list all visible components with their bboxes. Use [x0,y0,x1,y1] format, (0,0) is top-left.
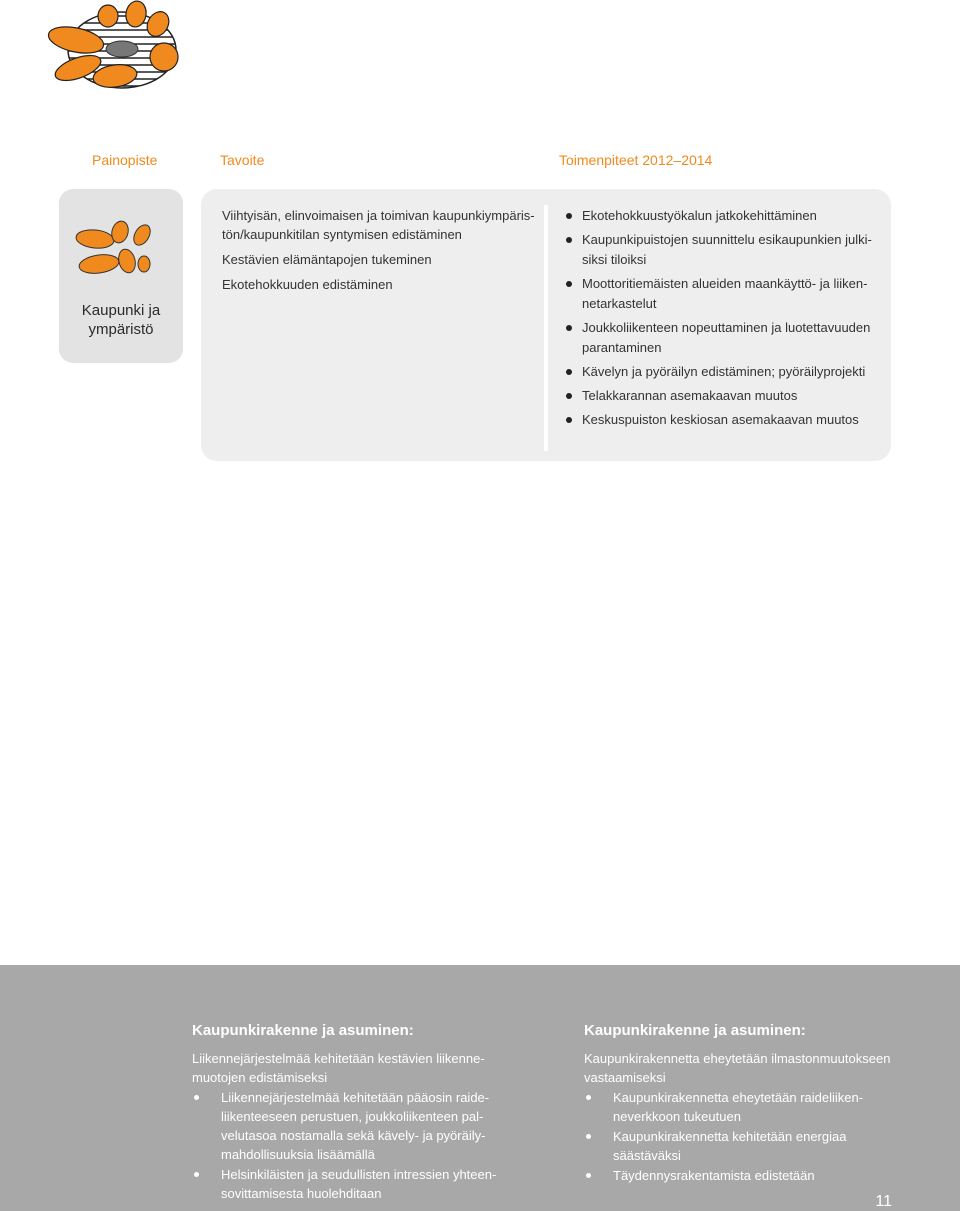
focus-area-label [59,301,183,339]
page-number: 11 [875,1193,892,1210]
footer-left-intro: Liikennejärjestelmää kehitetään kestävien liikennemuotojen edistämiseksi [192,1051,485,1085]
footer-right-bullets [584,1088,894,1185]
action-item: Keskuspuiston keskiosan asemakaavan muutos [566,410,884,430]
column-heading-actions: Toimenpiteet 2012–2014 [559,152,713,168]
column-divider [544,205,548,451]
goal-item: Viihtyisän, elinvoimaisen ja toimivan kaupunkiympäristön/kaupunkitilan syntymisen edistäminen [222,208,535,242]
footer-bullet: Liikennejärjestelmää kehitetään pääosin raideliikenteeseen perustuen, joukkoliikenteen palvelutasoa nostamalla sekä kävely- ja pyöräilymahdollisuuksia lisäämällä [192,1088,532,1164]
action-item: Telakkarannan asemakaavan muutos [566,386,884,406]
column-heading-goal: Tavoite [220,152,265,168]
action-item: Kaupunkipuistojen suunnittelu esikaupunkien julkisiksi tiloiksi [566,230,884,270]
goals-list [222,206,542,300]
sun-grate-logo-icon [30,0,190,95]
footer-panel [0,965,960,1211]
footer-left-column [192,1021,532,1204]
focus-area-label-line1: Kaupunki ja [81,302,161,319]
actions-list [566,206,884,434]
action-item: Ekotehokkuustyökalun jatkokehittäminen [566,206,884,226]
focus-area-label-line2: ympäristö [88,321,154,338]
footer-bullet: Helsinkiläisten ja seudullisten intressien yhteensovittamisesta huolehditaan [192,1165,532,1203]
focus-area-card [59,189,183,363]
goal-item: Kestävien elämäntapojen tukeminen [222,252,432,267]
footer-left-heading: Kaupunkirakenne ja asuminen: [192,1022,414,1039]
action-item: Kävelyn ja pyöräilyn edistäminen; pyöräilyprojekti [566,362,884,382]
footer-right-intro: Kaupunkirakennetta eheytetään ilmastonmuutokseen vastaamiseksi [584,1051,891,1085]
footer-bullet: Kaupunkirakennetta eheytetään raideliikenneverkkoon tukeutuen [584,1088,894,1126]
action-item: Joukkoliikenteen nopeuttaminen ja luotettavuuden parantaminen [566,318,884,358]
goal-item: Ekotehokkuuden edistäminen [222,277,393,292]
flower-icon [75,217,155,277]
footer-bullet: Kaupunkirakennetta kehitetään energiaa säästäväksi [584,1127,894,1165]
footer-left-bullets [192,1088,532,1203]
action-item: Moottoritiemäisten alueiden maankäyttö- ja liikennetarkastelut [566,274,884,314]
footer-bullet: Täydennysrakentamista edistetään [584,1166,894,1185]
column-heading-focus: Painopiste [92,152,158,168]
footer-right-column [584,1021,894,1186]
footer-right-heading: Kaupunkirakenne ja asuminen: [584,1022,806,1039]
